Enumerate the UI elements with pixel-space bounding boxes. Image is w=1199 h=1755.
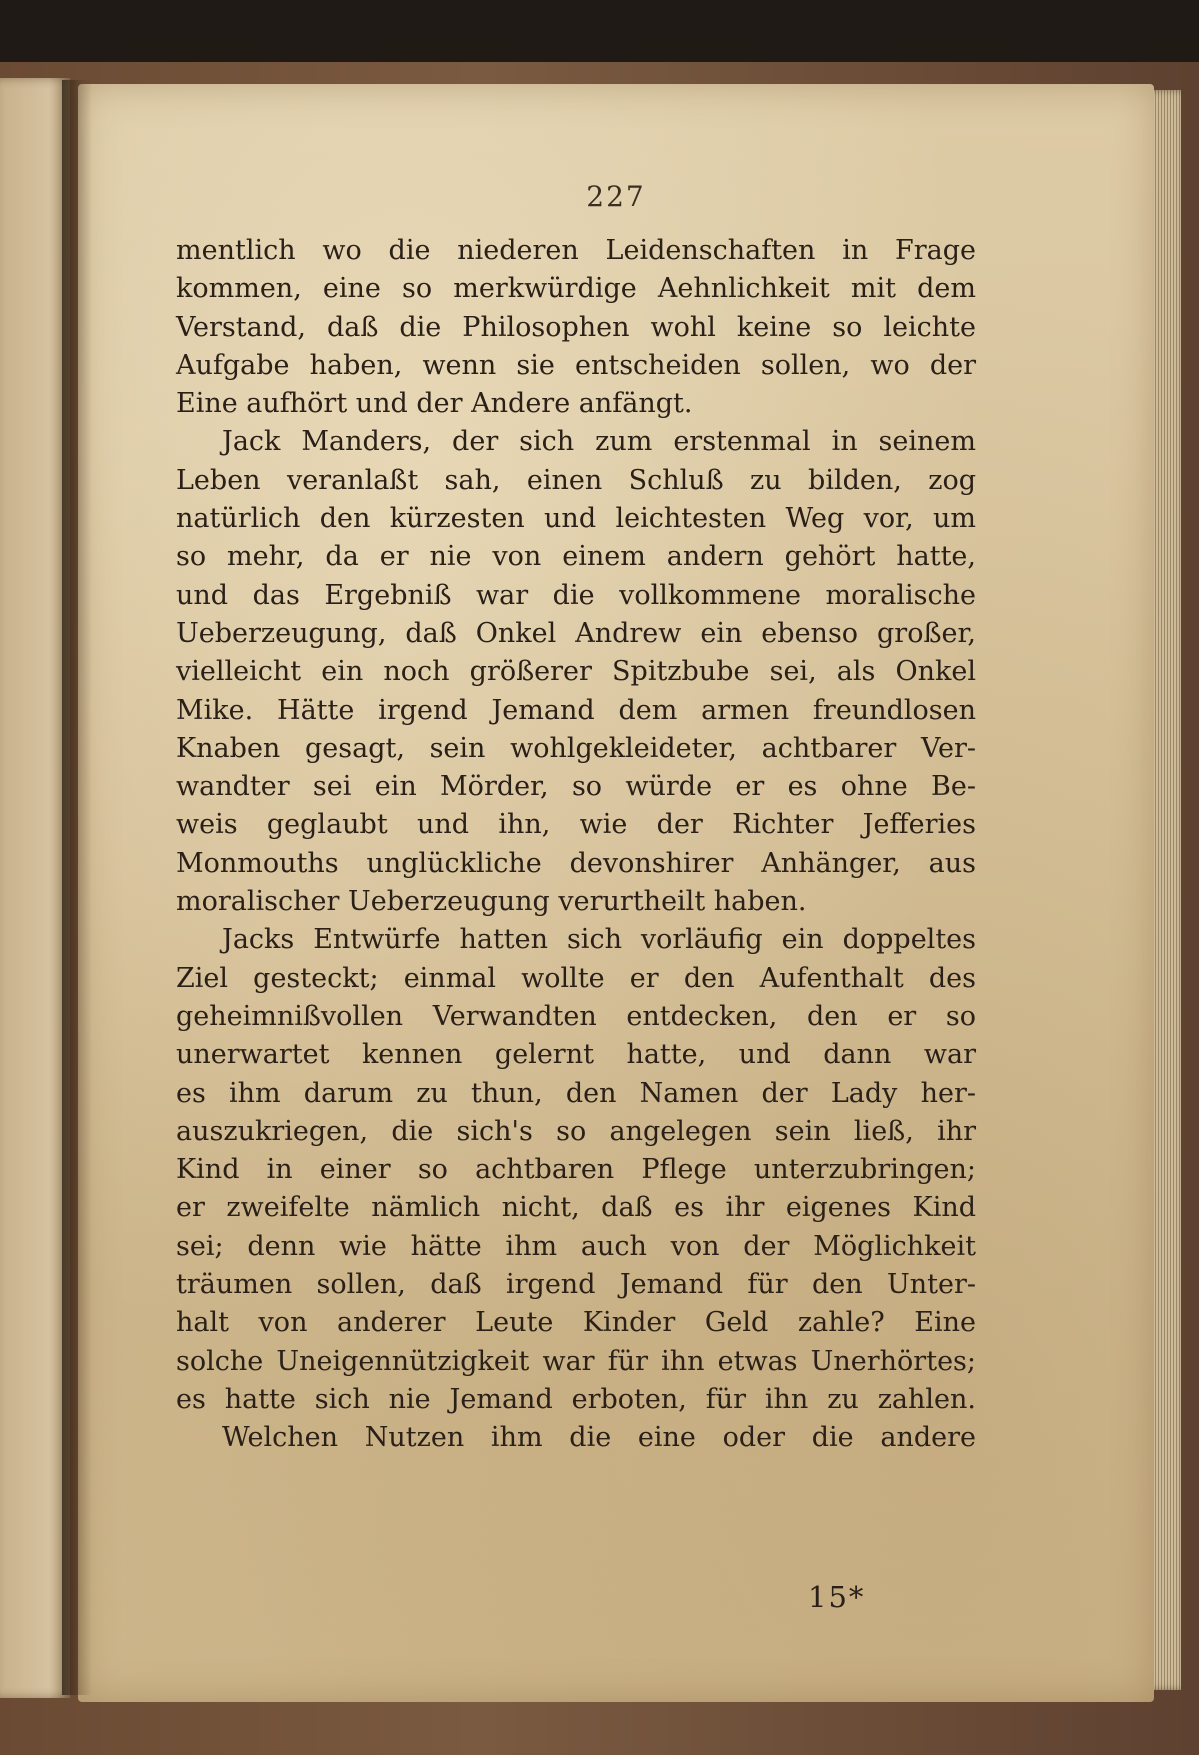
- text-line: solche Uneigennützigkeit war für ihn etwas Unerhörtes;: [176, 1345, 976, 1377]
- text-line: geheimnißvollen Verwandten entdecken, den er so: [176, 1000, 976, 1032]
- text-line: Verstand, daß die Philosophen wohl keine so leichte: [176, 311, 976, 343]
- text-line: und das Ergebniß war die vollkommene moralische: [176, 579, 976, 611]
- text-line: kommen, eine so merkwürdige Aehnlichkeit mit dem: [176, 273, 976, 305]
- text-line: wandter sei ein Mörder, so würde er es ohne Be-: [176, 771, 976, 803]
- text-line: weis geglaubt und ihn, wie der Richter Jefferies: [176, 809, 976, 841]
- text-line: natürlich den kürzesten und leichtesten Weg vor, um: [176, 503, 976, 535]
- text-line: sei; denn wie hätte ihm auch von der Möglichkeit: [176, 1230, 976, 1262]
- text-line: es ihm darum zu thun, den Namen der Lady her-: [176, 1077, 976, 1109]
- text-line: Leben veranlaßt sah, einen Schluß zu bilden, zog: [176, 464, 976, 496]
- text-line: Ueberzeugung, daß Onkel Andrew ein ebenso großer,: [176, 617, 976, 649]
- text-line: Knaben gesagt, sein wohlgekleideter, achtbarer Ver-: [176, 732, 976, 764]
- page-number: 227: [586, 180, 646, 213]
- text-line: Jack Manders, der sich zum erstenmal in seinem: [222, 426, 976, 458]
- text-line: unerwartet kennen gelernt hatte, und dann war: [176, 1039, 976, 1071]
- left-page-edge: [0, 78, 70, 1698]
- text-line: halt von anderer Leute Kinder Geld zahle? Eine: [176, 1307, 976, 1339]
- text-line: Monmouths unglückliche devonshirer Anhänger, aus: [176, 847, 976, 879]
- text-line: es hatte sich nie Jemand erboten, für ihn zu zahlen.: [176, 1383, 976, 1415]
- text-line: auszukriegen, die sich's so angelegen sein ließ, ihr: [176, 1115, 976, 1147]
- text-line: vielleicht ein noch größerer Spitzbube sei, als Onkel: [176, 656, 976, 688]
- text-line: Ziel gesteckt; einmal wollte er den Aufenthalt des: [176, 962, 976, 994]
- text-line: Aufgabe haben, wenn sie entscheiden sollen, wo der: [176, 349, 976, 381]
- text-line: mentlich wo die niederen Leidenschaften in Frage: [176, 235, 976, 266]
- text-line: Eine aufhört und der Andere anfängt.: [176, 388, 693, 420]
- text-line: er zweifelte nämlich nicht, daß es ihr eigenes Kind: [176, 1192, 976, 1224]
- text-line: Jacks Entwürfe hatten sich vorläufig ein doppeltes: [222, 924, 976, 956]
- text-line: Welchen Nutzen ihm die eine oder die andere: [222, 1422, 976, 1454]
- text-line: so mehr, da er nie von einem andern gehört hatte,: [176, 541, 976, 573]
- page-text: [176, 232, 976, 1458]
- text-line: Mike. Hätte irgend Jemand dem armen freundlosen: [176, 694, 976, 726]
- text-line: träumen sollen, daß irgend Jemand für den Unter-: [176, 1269, 976, 1301]
- signature-mark: 15*: [808, 1580, 866, 1614]
- text-line: Kind in einer so achtbaren Pflege unterzubringen;: [176, 1154, 976, 1186]
- book-page: [78, 84, 1154, 1702]
- text-line: moralischer Ueberzeugung verurtheilt haben.: [176, 886, 807, 918]
- spine-shadow: [62, 80, 92, 1695]
